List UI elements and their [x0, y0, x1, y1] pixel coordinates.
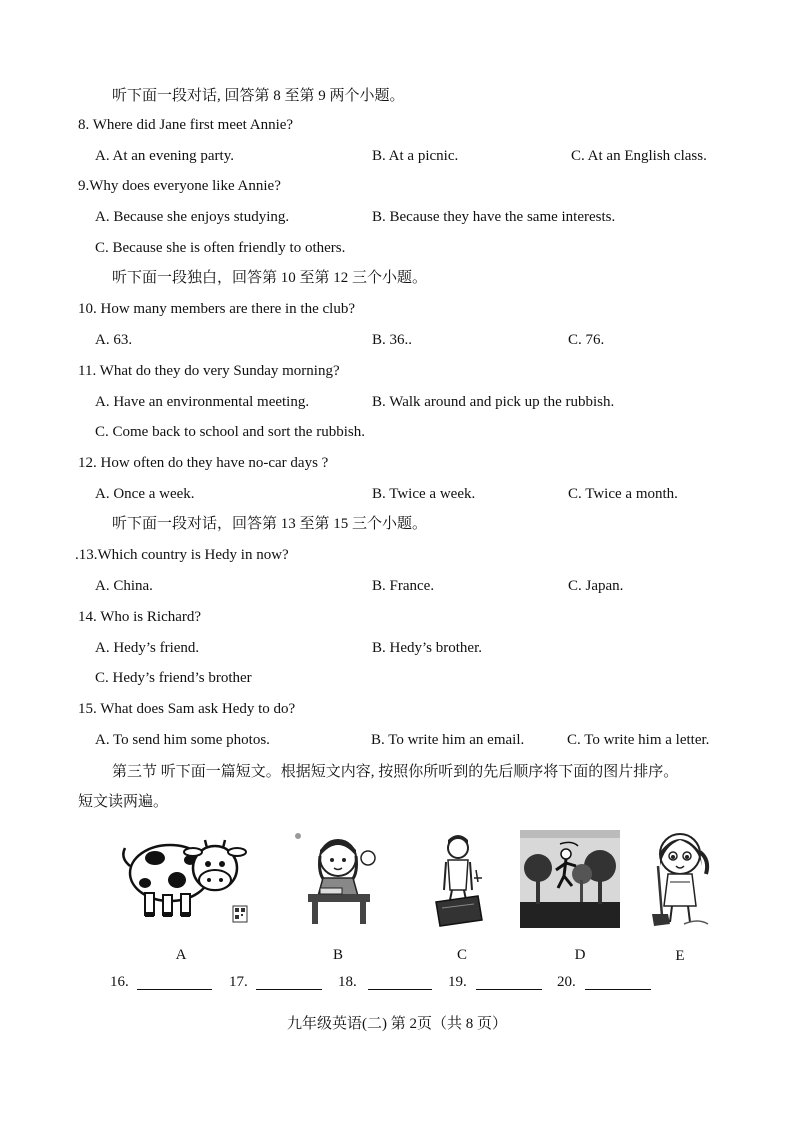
- picture-label-b: B: [332, 947, 343, 963]
- girl-running-in-park-icon: [520, 830, 620, 928]
- q11-option-a: A. Have an environmental meeting.: [95, 394, 310, 410]
- blank-16-label: 16.: [110, 974, 129, 990]
- instruction-dialog-13-15: 听下面一段对话，回答第 13 至第 15 三个小题。: [112, 516, 428, 532]
- question-13: .13.Which country is Hedy in now?: [75, 547, 289, 563]
- q9-option-a: A. Because she enjoys studying.: [95, 209, 290, 225]
- q13-option-b: B. France.: [372, 578, 435, 594]
- blank-17-label: 17.: [229, 974, 248, 990]
- q10-option-c: C. 76.: [568, 332, 605, 348]
- blank-20-label: 20.: [557, 974, 576, 990]
- q13-option-a: A. China.: [95, 578, 153, 594]
- question-14: 14. Who is Richard?: [78, 609, 202, 625]
- instruction-mono-10-12: 听下面一段独白，回答第 10 至第 12 三个小题。: [112, 270, 428, 286]
- girl-at-desk-icon: [288, 828, 386, 928]
- blank-16-line[interactable]: [137, 989, 212, 990]
- q12-option-c: C. Twice a month.: [568, 486, 678, 502]
- q10-option-a: A. 63.: [95, 332, 133, 348]
- picture-label-d: D: [574, 947, 586, 963]
- q10-option-b: B. 36..: [372, 332, 413, 348]
- q8-option-b: B. At a picnic.: [372, 148, 459, 164]
- section3-instruction: 第三节 听下面一篇短文。根据短文内容, 按照你所听到的先后顺序将下面的图片排序。: [112, 764, 679, 780]
- picture-label-c: C: [456, 947, 467, 963]
- picture-label-e: E: [675, 948, 685, 964]
- q14-option-a: A. Hedy’s friend.: [95, 640, 200, 656]
- page-footer: 九年级英语(二) 第 2页（共 8 页）: [287, 1016, 507, 1032]
- blank-18-line[interactable]: [368, 989, 432, 990]
- boy-with-book-icon: [430, 830, 490, 930]
- q15-option-a: A. To send him some photos.: [95, 732, 270, 748]
- blank-20-line[interactable]: [585, 989, 651, 990]
- answer-blanks: [0, 972, 794, 996]
- q9-option-b: B. Because they have the same interests.: [372, 209, 616, 225]
- q11-option-b: B. Walk around and pick up the rubbish.: [372, 394, 615, 410]
- q8-option-a: A. At an evening party.: [95, 148, 234, 164]
- q9-option-c: C. Because she is often friendly to others.: [95, 240, 346, 256]
- q15-option-b: B. To write him an email.: [371, 732, 525, 748]
- question-12: 12. How often do they have no-car days ?: [78, 455, 329, 471]
- question-10: 10. How many members are there in the club?: [78, 301, 355, 317]
- q12-option-a: A. Once a week.: [95, 486, 195, 502]
- question-15: 15. What does Sam ask Hedy to do?: [78, 701, 296, 717]
- blank-19-label: 19.: [448, 974, 467, 990]
- picture-label-a: A: [175, 947, 187, 963]
- girl-sweeping-icon: [648, 826, 714, 930]
- q15-option-c: C. To write him a letter.: [567, 732, 710, 748]
- instruction-dialog-8-9: 听下面一段对话, 回答第 8 至第 9 两个小题。: [112, 88, 405, 104]
- q13-option-c: C. Japan.: [568, 578, 624, 594]
- cow-cartoon-icon: [115, 828, 250, 928]
- blank-17-line[interactable]: [256, 989, 322, 990]
- section3-instruction-cont: 短文读两遍。: [78, 794, 169, 810]
- q8-option-c: C. At an English class.: [571, 148, 707, 164]
- q12-option-b: B. Twice a week.: [372, 486, 476, 502]
- blank-19-line[interactable]: [476, 989, 542, 990]
- question-8: 8. Where did Jane first meet Annie?: [78, 117, 294, 133]
- q14-option-b: B. Hedy’s brother.: [372, 640, 482, 656]
- blank-18-label: 18.: [338, 974, 357, 990]
- question-9: 9.Why does everyone like Annie?: [78, 178, 281, 194]
- question-11: 11. What do they do very Sunday morning?: [78, 363, 340, 379]
- q11-option-c: C. Come back to school and sort the rubbish.: [95, 424, 365, 440]
- q14-option-c: C. Hedy’s friend’s brother: [95, 670, 252, 686]
